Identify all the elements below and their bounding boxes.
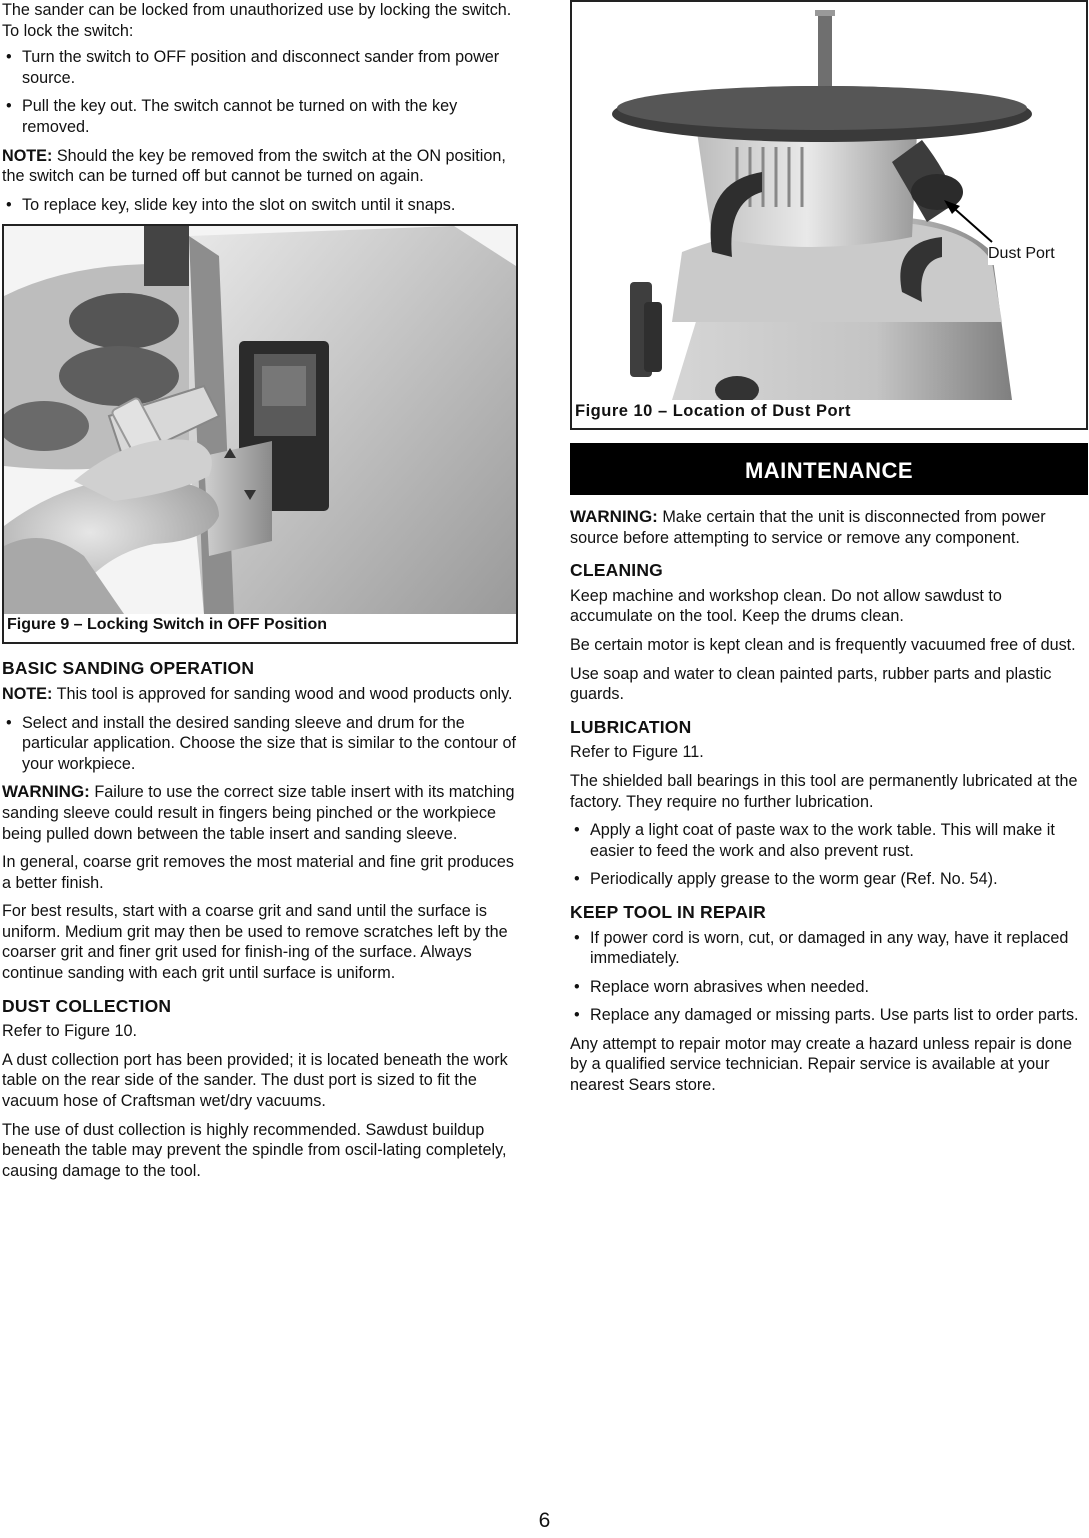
lock-intro: The sander can be locked from unauthorized use by locking the switch. To lock the switch: <box>2 1 512 40</box>
note-label: NOTE: <box>2 146 53 165</box>
figure-10-caption: Figure 10 – Location of Dust Port <box>572 400 851 422</box>
lubrication-ref: Refer to Figure 11. <box>570 743 704 762</box>
grit-paragraph-2: For best results, start with a coarse grit and sand until the surface is uniform. Medium grit may then be used to remove scratches left by the coarser grit and finer grit used for finish-ing of the surface. Always continue sanding with each grit until surface is uniform. <box>2 902 508 983</box>
dust-paragraph-2: The use of dust collection is highly recommended. Sawdust buildup beneath the table may prevent the spindle from oscil-lating completely, causing damage to the tool. <box>2 1120 507 1180</box>
dust-collection-heading: DUST COLLECTION <box>2 995 172 1016</box>
dust-ref: Refer to Figure 10. <box>2 1022 137 1041</box>
repair-bullet: • Replace any damaged or missing parts. Use parts list to order parts. <box>570 1005 1088 1026</box>
cleaning-paragraph: Use soap and water to clean painted parts, rubber parts and plastic guards. <box>570 664 1052 704</box>
warning-label: WARNING: <box>2 782 90 802</box>
keep-tool-in-repair-heading: KEEP TOOL IN REPAIR <box>570 901 767 922</box>
replace-key-bullet: • To replace key, slide key into the slot on switch until it snaps. <box>2 195 518 216</box>
repair-paragraph: Any attempt to repair motor may create a hazard unless repair is done by a qualified service technician. Repair service is available at your nearest Sears store. <box>570 1034 1073 1095</box>
lubrication-bullet: • Apply a light coat of paste wax to the work table. This will make it easier to feed the work and also prevent rust. <box>570 820 1088 861</box>
figure-10-photo <box>572 2 1086 400</box>
note-text: Should the key be removed from the switch at the ON position, the switch can be turned off but cannot be turned on again. <box>2 146 506 186</box>
page-number: 6 <box>538 1509 551 1532</box>
dust-port-label: Dust Port <box>988 244 1055 265</box>
cleaning-heading: CLEANING <box>570 560 663 581</box>
cleaning-paragraph: Be certain motor is kept clean and is frequently vacuumed free of dust. <box>570 635 1076 654</box>
dust-paragraph-1: A dust collection port has been provided; it is located beneath the work table on the rear side of the sander. The dust port is sized to fit the vacuum hose of Craftsman wet/dry vacuums. <box>2 1050 508 1111</box>
basic-note-label: NOTE: <box>2 684 53 703</box>
figure-9-photo <box>4 226 516 614</box>
warning-text: Failure to use the correct size table insert with its matching sanding sleeve could result in fingers being pinched or the workpiece being pulled down between the table insert and sanding sleeve. <box>2 783 515 843</box>
warning-text: Make certain that the unit is disconnected from power source before attempting to service or remove any component. <box>570 508 1046 547</box>
basic-bullet: • Select and install the desired sanding sleeve and drum for the particular application. Choose the size that is similar to the contour of your workpiece. <box>2 713 518 775</box>
lubrication-paragraph: The shielded ball bearings in this tool are permanently lubricated at the factory. They require no further lubrication. <box>570 771 1078 811</box>
basic-note-text: This tool is approved for sanding wood and wood products only. <box>52 684 513 703</box>
right-column <box>570 0 1088 1104</box>
lock-bullet: • Turn the switch to OFF position and disconnect sander from power source. <box>2 47 518 88</box>
warning-label: WARNING: <box>570 507 658 526</box>
lock-bullet: • Pull the key out. The switch cannot be turned on with the key removed. <box>2 96 518 137</box>
left-column <box>2 0 518 1189</box>
repair-bullet: • If power cord is worn, cut, or damaged in any way, have it replaced immediately. <box>570 928 1088 969</box>
lubrication-heading: LUBRICATION <box>570 716 692 737</box>
figure-10 <box>570 0 1088 430</box>
key-note <box>2 146 518 187</box>
maintenance-warning <box>570 507 1088 548</box>
cleaning-paragraph: Keep machine and workshop clean. Do not allow sawdust to accumulate on the tool. Keep the drums clean. <box>570 586 1002 626</box>
basic-note <box>2 684 518 705</box>
lubrication-bullet: • Periodically apply grease to the worm gear (Ref. No. 54). <box>570 869 1088 890</box>
basic-warning <box>2 782 518 844</box>
figure-9-caption: Figure 9 – Locking Switch in OFF Position <box>4 614 516 636</box>
grit-paragraph-1: In general, coarse grit removes the most material and fine grit produces a better finish. <box>2 853 514 892</box>
repair-bullet: • Replace worn abrasives when needed. <box>570 977 1088 998</box>
maintenance-heading: MAINTENANCE <box>570 443 1088 495</box>
basic-sanding-heading: BASIC SANDING OPERATION <box>2 658 255 679</box>
figure-9 <box>2 224 518 644</box>
